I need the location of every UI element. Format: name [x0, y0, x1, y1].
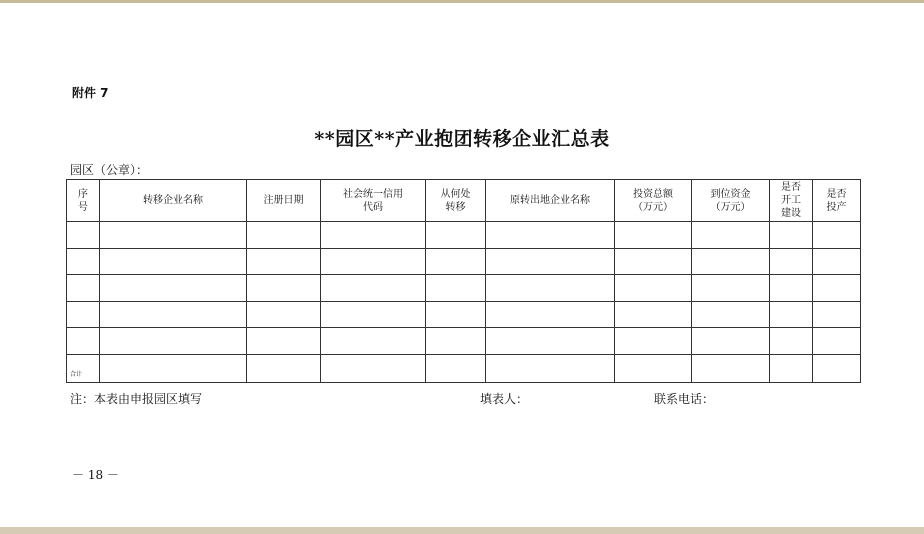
header-origin: 从何处 转移	[426, 180, 486, 222]
bottom-border	[0, 527, 924, 534]
table-header-row	[67, 180, 861, 222]
total-label: 合计	[67, 354, 100, 382]
header-company-name: 转移企业名称	[100, 180, 247, 222]
summary-table	[66, 179, 861, 383]
footnote: 注：本表由申报园区填写	[70, 392, 203, 406]
header-credit-code: 社会统一信用 代码	[321, 180, 426, 222]
filler-label: 填表人：	[480, 392, 529, 406]
header-original-company: 原转出地企业名称	[486, 180, 615, 222]
header-registration-date: 注册日期	[247, 180, 321, 222]
table-row	[67, 275, 861, 302]
page-number: － 18 －	[72, 468, 119, 482]
table-row	[67, 301, 861, 328]
park-seal-label: 园区（公章）：	[70, 163, 149, 177]
page-title: **园区**产业抱团转移企业汇总表	[314, 128, 610, 150]
header-funds-in-place: 到位资金 （万元）	[692, 180, 770, 222]
table-row	[67, 328, 861, 355]
header-total-investment: 投资总额 （万元）	[615, 180, 692, 222]
table-row	[67, 248, 861, 275]
header-serial: 序 号	[67, 180, 100, 222]
phone-label: 联系电话：	[654, 392, 715, 406]
table-row	[67, 222, 861, 249]
table-total-row	[67, 354, 861, 382]
attachment-label: 附件 7	[72, 86, 109, 100]
header-in-production: 是否 投产	[813, 180, 861, 222]
top-border	[0, 0, 924, 3]
header-construction-started: 是否 开工 建设	[770, 180, 813, 222]
